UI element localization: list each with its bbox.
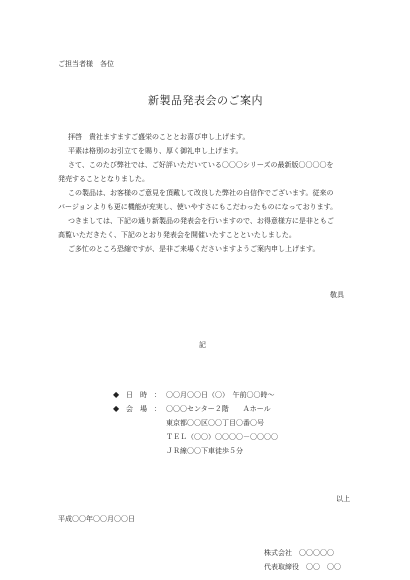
company-name: 株式会社 〇〇〇〇〇 bbox=[264, 549, 334, 557]
venue-phone: ＴＥＬ（〇〇）〇〇〇〇－〇〇〇〇 bbox=[166, 433, 278, 441]
document-title: 新製品発表会のご案内 bbox=[148, 94, 263, 107]
body-paragraph-announcement-1: さて、このたび弊社では、ご好評いただいている〇〇〇シリーズの最新版〇〇〇〇を bbox=[68, 161, 334, 169]
body-paragraph-product-1: この製品は、お客様のご意見を頂戴して改良した弊社の自信作でございます。従来の bbox=[68, 189, 334, 197]
body-paragraph-request: ご多忙のところ恐縮ですが、是非ご来場くださいますようご案内申し上げます。 bbox=[68, 245, 320, 253]
body-paragraph-invitation-1: つきましては、下記の通り新製品の発表会を行いますので、お得意様方に是非ともご bbox=[68, 217, 334, 225]
venue-label: 会 場 ： bbox=[126, 405, 161, 413]
diamond-bullet-icon: ◆ bbox=[113, 404, 120, 413]
body-paragraph-thanks: 平素は格別のお引立てを賜り、厚く御礼申し上げます。 bbox=[68, 147, 243, 155]
venue-access: ＪＲ線〇〇下車徒歩５分 bbox=[166, 447, 243, 455]
closing-keigu: 敬具 bbox=[330, 291, 344, 299]
end-mark-ijou: 以上 bbox=[336, 495, 350, 503]
body-paragraph-invitation-2: 高覧いただきたく、下記のとおり発表会を開催いたすことといたしました。 bbox=[58, 231, 296, 239]
issue-date: 平成〇〇年〇〇月〇〇日 bbox=[58, 515, 135, 523]
venue-address: 東京都〇〇区〇〇丁目〇番〇号 bbox=[166, 419, 264, 427]
diamond-bullet-icon: ◆ bbox=[113, 390, 120, 399]
venue-name: 〇〇〇センター２階 Ａホール bbox=[166, 405, 271, 413]
body-paragraph-announcement-2: 発売することとなりました。 bbox=[58, 175, 149, 183]
recipient-line: ご担当者様 各位 bbox=[58, 60, 114, 68]
body-paragraph-product-2: バージョンよりも更に機能が充実し、使いやすさにもこだわったものになっております。 bbox=[58, 203, 338, 211]
representative-name: 代表取締役 〇〇 〇〇 bbox=[264, 563, 341, 571]
ki-heading: 記 bbox=[199, 341, 206, 349]
body-paragraph-greeting: 拝啓 貴社ますますご盛栄のこととお喜び申し上げます。 bbox=[68, 133, 250, 141]
date-value: 〇〇月〇〇日（〇） 午前〇〇時〜 bbox=[166, 391, 275, 399]
date-label: 日 時 ： bbox=[126, 391, 161, 399]
